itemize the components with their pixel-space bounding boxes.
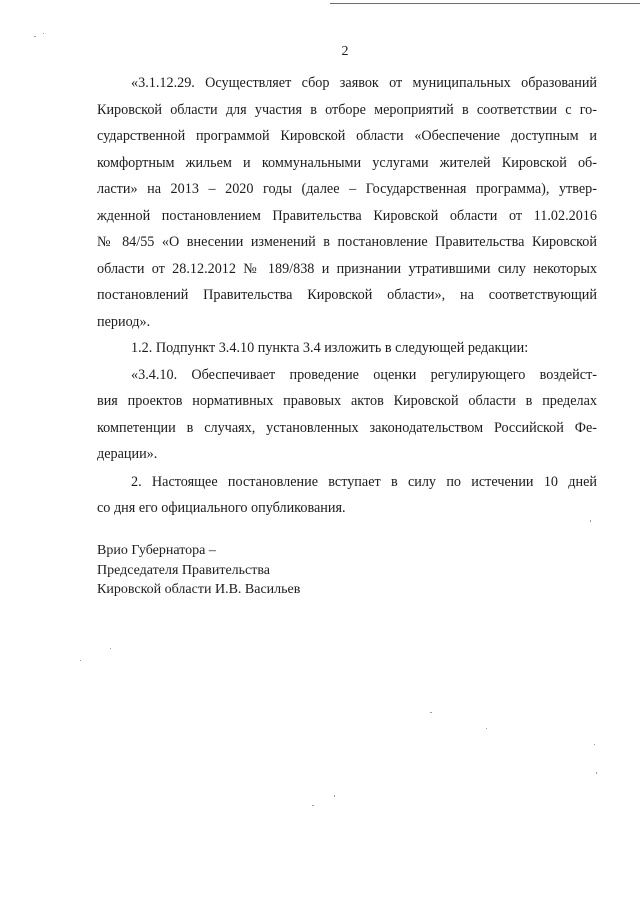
scan-speck <box>430 712 432 713</box>
text-line: период». <box>97 313 151 330</box>
signature-title-line: Врио Губернатора – <box>97 543 216 558</box>
scan-speck <box>312 805 314 806</box>
text-line: 2. Настоящее постановление вступает в силу по истечении 10 дней <box>131 473 597 490</box>
signature-block <box>97 541 417 600</box>
scan-speck <box>334 795 335 797</box>
text-line: дерации». <box>97 446 158 462</box>
scan-speck <box>80 660 81 661</box>
document-body <box>97 70 597 522</box>
scan-speck <box>590 520 591 522</box>
text-line: «3.1.12.29. Осуществляет сбор заявок от муниципальных образований <box>131 75 597 91</box>
signature-name-line: Кировской области И.В. Васильев <box>97 582 301 597</box>
text-line: вия проектов нормативных правовых актов Кировской области в пределах <box>97 393 597 409</box>
signature-title-line: Председателя Правительства <box>97 562 271 578</box>
scan-speck <box>43 33 44 34</box>
text-line: сударственной программой Кировской области «Обеспечение доступным и <box>97 128 597 144</box>
text-line: ласти» на 2013 – 2020 годы (далее – Государственная программа), утвер- <box>97 181 597 197</box>
text-line: № 84/55 «О внесении изменений в постановление Правительства Кировской <box>97 234 597 250</box>
text-line: «3.4.10. Обеспечивает проведение оценки регулирующего воздейст- <box>131 366 597 383</box>
text-line: компетенции в случаях, установленных законодательством Российской Фе- <box>97 419 597 436</box>
text-line: жденной постановлением Правительства Кировской области от 11.02.2016 <box>97 207 597 224</box>
text-line: комфортным жильем и коммунальными услугами жителей Кировской об- <box>97 154 597 171</box>
text-line: со дня его официального опубликования. <box>97 500 346 516</box>
text-line: 1.2. Подпункт 3.4.10 пункта 3.4 изложить в следующей редакции: <box>131 340 529 356</box>
scan-speck <box>596 772 597 774</box>
scan-speck <box>34 36 36 37</box>
top-border-line <box>330 3 640 4</box>
text-line: постановлений Правительства Кировской области», на соответствующий <box>97 287 597 303</box>
page-number: 2 <box>341 44 349 59</box>
scan-speck <box>110 648 111 649</box>
scan-speck <box>594 744 595 745</box>
scan-speck <box>486 728 487 729</box>
text-line: Кировской области для участия в отборе мероприятий в соответствии с го- <box>97 101 597 118</box>
text-line: области от 28.12.2012 № 189/838 и признании утратившими силу некоторых <box>97 260 597 277</box>
